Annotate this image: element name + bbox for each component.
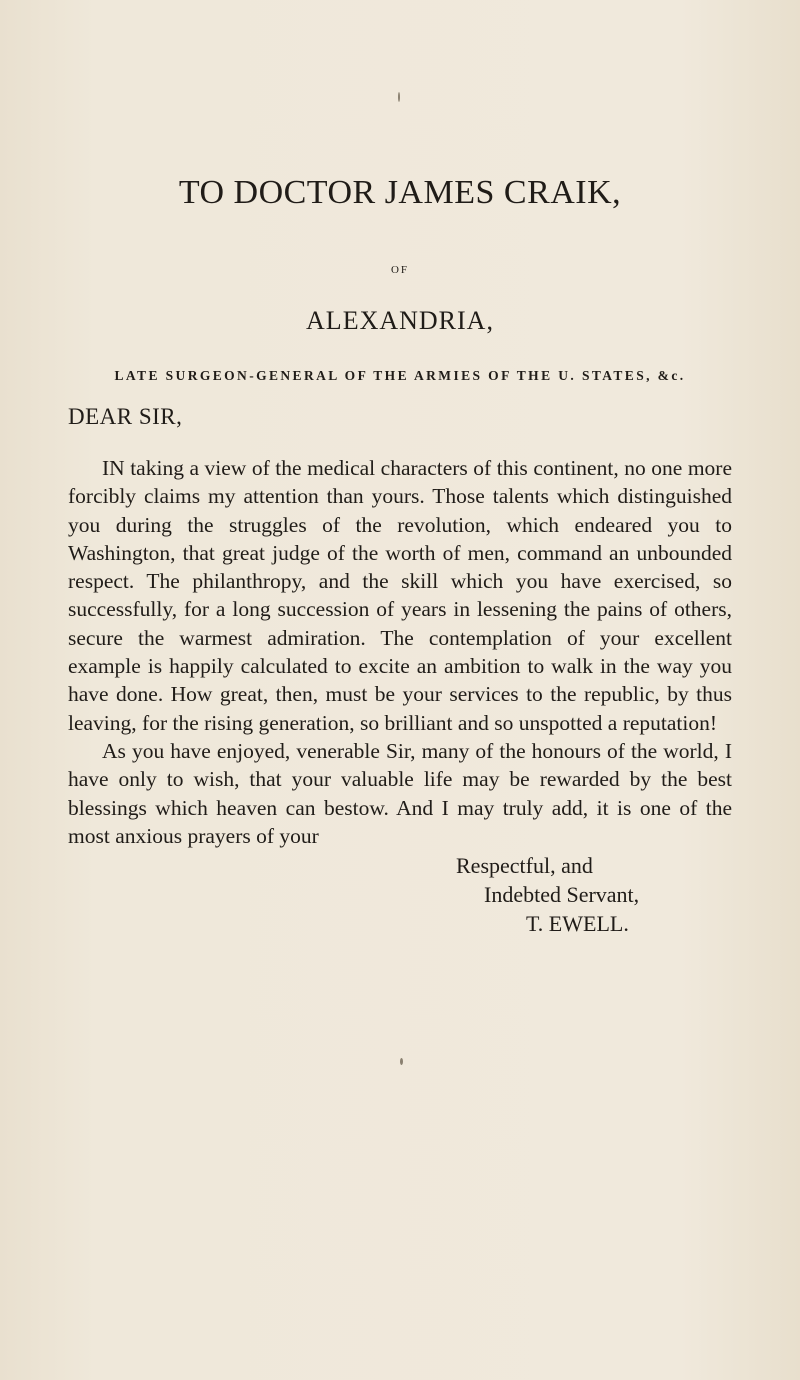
- letter-salutation: DEAR SIR,: [68, 404, 183, 429]
- closing-line-1: Respectful, and: [456, 853, 593, 878]
- dedication-of: OF: [390, 264, 410, 276]
- ink-speck: [400, 1058, 403, 1065]
- dedication-subtitle: LATE SURGEON-GENERAL OF THE ARMIES OF THE U. STATES, &c.: [114, 368, 686, 383]
- closing-line-2: Indebted Servant,: [484, 882, 640, 907]
- letter-paragraph-2: As you have enjoyed, venerable Sir, many of the honours of the world, I have only to wish, that your valuable life may be rewarded by the best blessings which heaven can bestow. And I may truly add, it is one of the most anxious prayers of your: [68, 738, 732, 848]
- dedication-place: ALEXANDRIA,: [306, 306, 494, 335]
- signature: T. EWELL.: [526, 911, 629, 936]
- dedication-title: TO DOCTOR JAMES CRAIK,: [178, 174, 622, 211]
- letter-paragraph-1: IN taking a view of the medical characters of this continent, no one more forcibly claims my attention than yours. Those talents which distinguished you during the struggles of the revolution, which endeared you to Washington, that great judge of the worth of men, command an unbounded respect. The philanthropy, and the skill which you have exercised, so successfully, for a long succession of years in lessening the pains of others, secure the warmest admiration. The contemplation of your excellent example is happily calculated to excite an ambition to walk in the way you have done. How great, then, must be your services to the republic, by thus leaving, for the rising generation, so brilliant and so unspotted a reputation!: [68, 456, 732, 735]
- letter-body: [68, 454, 732, 850]
- ink-speck: [398, 92, 400, 102]
